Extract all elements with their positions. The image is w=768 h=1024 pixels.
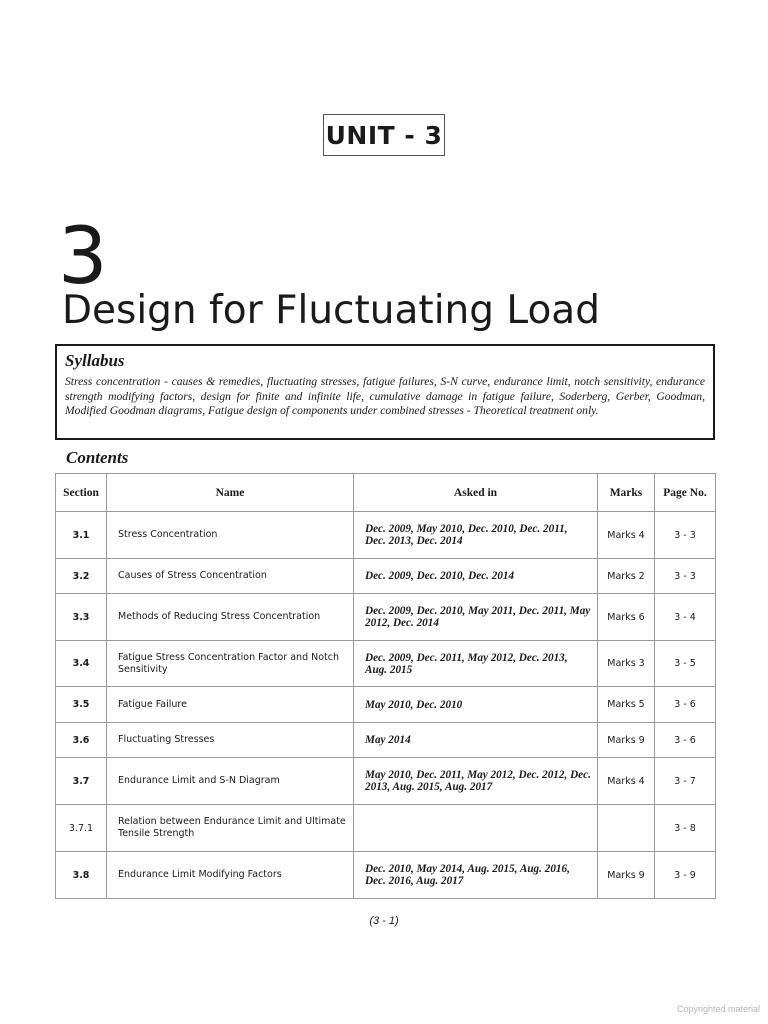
- row-asked-in: May 2010, Dec. 2011, May 2012, Dec. 2012, Dec. 2013, Aug. 2015, Aug. 2017: [354, 758, 598, 805]
- row-marks: [598, 805, 655, 852]
- contents-table: [55, 473, 716, 899]
- row-asked-in: May 2014: [354, 723, 598, 758]
- row-asked-in: Dec. 2009, May 2010, Dec. 2010, Dec. 2011, Dec. 2013, Dec. 2014: [354, 512, 598, 559]
- syllabus-text: Stress concentration - causes & remedies, fluctuating stresses, fatigue failures, S-N curve, endurance limit, notch sensitivity, endurance strength modifying factors, design for finite and infinite life, cumulative damage in fatigue failure, Soderberg, Gerber, Goodman, Modified Goodman diagrams, Fatigue design of components under combined stresses - Theoretical treatment only.: [65, 375, 705, 417]
- chapter-number: 3: [58, 212, 108, 302]
- table-row: [56, 687, 716, 723]
- header-page-no: Page No.: [655, 474, 716, 512]
- row-section: 3.4: [56, 641, 107, 687]
- page-number: (3 - 1): [369, 915, 399, 927]
- row-section: 3.7.1: [56, 805, 107, 852]
- contents-title: Contents: [66, 448, 129, 467]
- row-name: Fatigue Failure: [107, 687, 354, 723]
- chapter-title: Design for Fluctuating Load: [62, 288, 600, 333]
- row-name: Endurance Limit Modifying Factors: [107, 852, 354, 899]
- row-name: Fluctuating Stresses: [107, 723, 354, 758]
- row-name: Stress Concentration: [107, 512, 354, 559]
- row-page: 3 - 5: [655, 641, 716, 687]
- table-row: [56, 805, 716, 852]
- row-page: 3 - 3: [655, 512, 716, 559]
- row-page: 3 - 9: [655, 852, 716, 899]
- row-section: 3.5: [56, 687, 107, 723]
- row-section: 3.7: [56, 758, 107, 805]
- unit-heading: UNIT - 3: [325, 120, 443, 150]
- syllabus-title: Syllabus: [65, 351, 125, 370]
- table-row: [56, 758, 716, 805]
- row-asked-in: Dec. 2009, Dec. 2010, May 2011, Dec. 2011, May 2012, Dec. 2014: [354, 594, 598, 641]
- syllabus-box: [55, 344, 715, 440]
- row-marks: Marks 4: [598, 758, 655, 805]
- row-name: Fatigue Stress Concentration Factor and Notch Sensitivity: [107, 641, 354, 687]
- row-asked-in: [354, 805, 598, 852]
- row-marks: Marks 9: [598, 723, 655, 758]
- row-marks: Marks 5: [598, 687, 655, 723]
- table-row: [56, 641, 716, 687]
- row-page: 3 - 3: [655, 559, 716, 594]
- row-marks: Marks 9: [598, 852, 655, 899]
- row-marks: Marks 4: [598, 512, 655, 559]
- table-row: [56, 512, 716, 559]
- row-marks: Marks 2: [598, 559, 655, 594]
- row-marks: Marks 6: [598, 594, 655, 641]
- row-asked-in: Dec. 2009, Dec. 2011, May 2012, Dec. 2013, Aug. 2015: [354, 641, 598, 687]
- row-marks: Marks 3: [598, 641, 655, 687]
- row-section: 3.8: [56, 852, 107, 899]
- row-name: Relation between Endurance Limit and Ultimate Tensile Strength: [107, 805, 354, 852]
- row-page: 3 - 7: [655, 758, 716, 805]
- row-name: Methods of Reducing Stress Concentration: [107, 594, 354, 641]
- unit-heading-box: [323, 114, 445, 156]
- table-header-row: [56, 474, 716, 512]
- header-asked-in: Asked in: [354, 474, 598, 512]
- header-section: Section: [56, 474, 107, 512]
- row-section: 3.2: [56, 559, 107, 594]
- header-name: Name: [107, 474, 354, 512]
- table-row: [56, 723, 716, 758]
- row-page: 3 - 4: [655, 594, 716, 641]
- table-row: [56, 852, 716, 899]
- row-asked-in: Dec. 2010, May 2014, Aug. 2015, Aug. 2016, Dec. 2016, Aug. 2017: [354, 852, 598, 899]
- row-page: 3 - 6: [655, 687, 716, 723]
- row-page: 3 - 6: [655, 723, 716, 758]
- copyright-notice: Copyrighted material: [676, 1004, 760, 1014]
- row-asked-in: May 2010, Dec. 2010: [354, 687, 598, 723]
- row-asked-in: Dec. 2009, Dec. 2010, Dec. 2014: [354, 559, 598, 594]
- table-row: [56, 559, 716, 594]
- row-name: Causes of Stress Concentration: [107, 559, 354, 594]
- row-section: 3.1: [56, 512, 107, 559]
- row-name: Endurance Limit and S-N Diagram: [107, 758, 354, 805]
- row-section: 3.3: [56, 594, 107, 641]
- row-section: 3.6: [56, 723, 107, 758]
- row-page: 3 - 8: [655, 805, 716, 852]
- header-marks: Marks: [598, 474, 655, 512]
- table-row: [56, 594, 716, 641]
